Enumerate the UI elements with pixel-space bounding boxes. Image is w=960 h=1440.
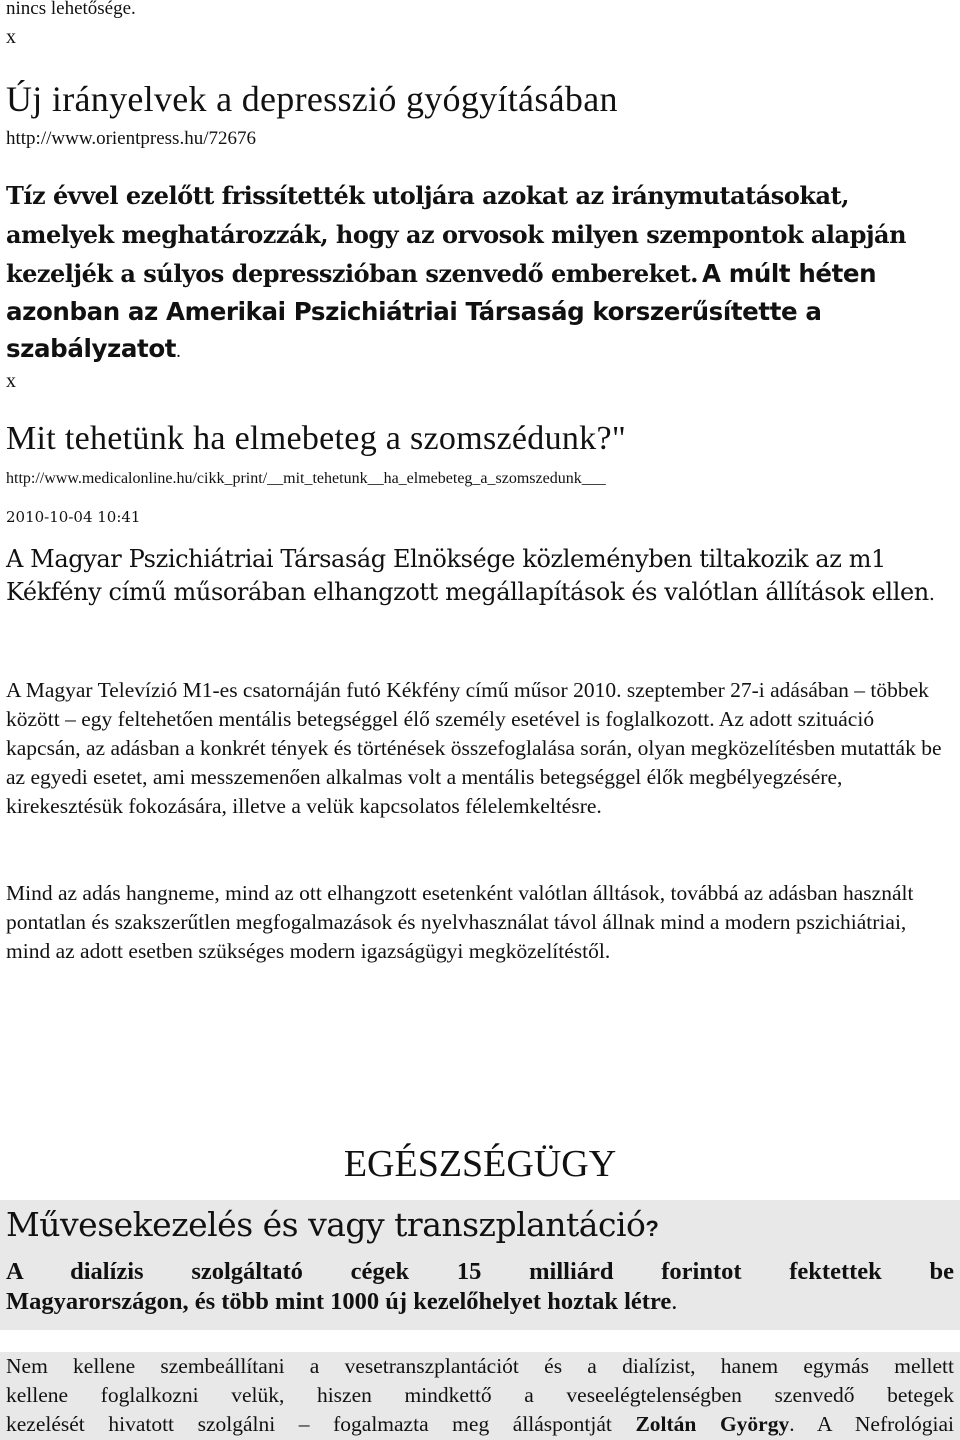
article-lead-line: Magyarországon, és több mint 1000 új kezelőhelyet hoztak létre. xyxy=(6,1288,678,1315)
body-paragraph: Mind az adás hangneme, mind az ott elhangzott esetenként valótlan álltások, továbbá az adásban használt pontatlan és szakszerűtlen megfogalmazások és nyelvhasználat távol állnak mind a modern pszichiátriai, mind az adott esetben szükséges modern igazságügyi megközelítéstől. xyxy=(6,881,914,963)
article-body-line: Nem kellene szembeállítani a vesetranszplantációt és a dialízist, hanem egymás mellett xyxy=(6,1354,954,1378)
article-lead-line: A dialízis szolgáltató cégek 15 milliárd forintot fektettek be xyxy=(6,1258,954,1285)
category-title: EGÉSZSÉGÜGY xyxy=(343,1143,617,1185)
article-body-line: kezelését hivatott szolgálni – fogalmazta meg álláspontját Zoltán György. A Nefrológiai xyxy=(6,1412,954,1436)
article-title-band xyxy=(0,1200,960,1252)
section-marker: x xyxy=(6,26,16,48)
lead-end: . xyxy=(176,341,181,362)
article-body-band xyxy=(0,1352,960,1440)
article-lead xyxy=(6,176,954,367)
lead-end: . xyxy=(928,582,935,605)
article-title: Művesekezelés és vagy transzplantáció? xyxy=(6,1205,659,1244)
source-url[interactable]: http://www.medicalonline.hu/cikk_print/__mit_tehetunk__ha_elmebeteg_a_szomszedunk___ xyxy=(6,470,606,487)
article-lead xyxy=(6,543,954,610)
author-name: Zoltán György xyxy=(635,1412,790,1436)
body-paragraph: A Magyar Televízió M1-es csatornáján futó Kékfény című műsor 2010. szeptember 27-i adásában – többek között – egy feltehetően mentális betegséggel élő személy esetével is foglalkozott. Az adott szituáció kapcsán, az adásban a konkrét tények és történések összefoglalása során, olyan megközelítésben mutatták be az egyedi esetet, ami messzemenően alkalmas volt a mentális betegséggel élők megbélyegzésére, kirekesztésük fokozására, illetve a velük kapcsolatos félelemkeltésre. xyxy=(6,678,942,818)
lead-bold-text: Tíz évvel ezelőtt frissítették utoljára azokat az iránymutatásokat, amelyek meghatározzák, hogy az orvosok milyen szempontok alapján kezeljék a súlyos depresszióban szenvedő embereket. xyxy=(6,181,907,288)
article-title: Mit tehetünk ha elmebeteg a szomszédunk?" xyxy=(6,420,627,457)
section-marker: x xyxy=(6,370,16,392)
article-lead-band xyxy=(0,1252,960,1330)
top-fragment: nincs lehetősége. xyxy=(6,0,136,19)
article-date: 2010-10-04 10:41 xyxy=(6,508,141,526)
lead-text: A Magyar Pszichiátriai Társaság Elnöksége közleményben tiltakozik az m1 Kékfény című műsorában elhangzott megállapítások és valótlan állítások ellen xyxy=(6,545,929,606)
lead-sans-text: A múlt héten azonban az Amerikai Pszichiátriai Társaság korszerűsítette a szabályzatot xyxy=(6,259,877,363)
article-title: Új irányelvek a depresszió gyógyításában xyxy=(6,79,618,119)
article-body-line: kellene foglalkozni velük, hiszen mindkettő a veseelégtelenségben szenvedő betegek xyxy=(6,1383,954,1407)
source-url[interactable]: http://www.orientpress.hu/72676 xyxy=(6,128,256,149)
